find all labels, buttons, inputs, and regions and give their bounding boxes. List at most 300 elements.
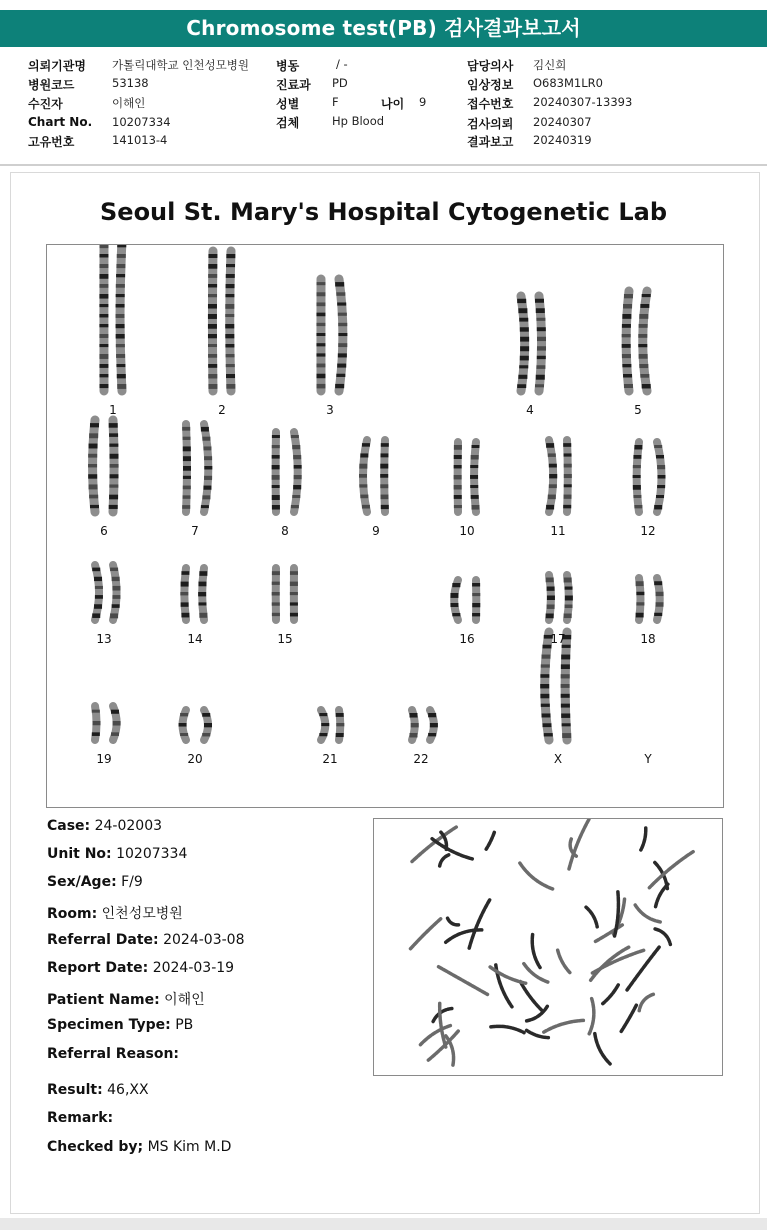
- chromosome-band: [319, 733, 327, 736]
- chromosome-pair-7: [182, 424, 212, 512]
- chromosome-band: [116, 294, 125, 297]
- chromosome-band: [99, 264, 108, 268]
- chromosome-band: [199, 571, 207, 576]
- chromosome-band: [99, 324, 108, 327]
- chromosome-band: [180, 713, 188, 716]
- chromosome-band: [112, 586, 120, 591]
- chromosome-band: [117, 245, 126, 247]
- chromosome-band: [272, 475, 280, 480]
- chromosome-band: [544, 733, 553, 736]
- chromosome-band: [633, 455, 641, 459]
- chromosome-label-10: 10: [459, 524, 475, 538]
- chromosome-band: [116, 334, 125, 339]
- chromosome-band: [111, 732, 119, 736]
- metaphase-chromosome: [586, 907, 597, 927]
- chromosome-band: [454, 485, 462, 489]
- metaphase-spread-image: [374, 819, 722, 1075]
- info-label: 나이: [381, 97, 405, 111]
- chromosome-band: [336, 713, 344, 717]
- chromosome-band: [316, 343, 325, 346]
- info-value: 10207334: [112, 115, 171, 129]
- chromosome-band: [546, 443, 554, 448]
- metaphase-chromosome: [520, 982, 542, 1011]
- chromosome-pair-21: [319, 710, 344, 740]
- chromosome-band: [640, 374, 649, 378]
- top-strip: [0, 0, 767, 8]
- chromosome-band: [639, 364, 648, 368]
- chromosome-band: [225, 304, 234, 309]
- chromosome-band: [94, 604, 102, 609]
- info-value: O683M1LR0: [533, 76, 603, 90]
- chromosome-band: [204, 466, 212, 469]
- chromosome-band: [634, 505, 642, 508]
- chromosome-band: [117, 384, 126, 389]
- chromosome-band: [549, 474, 557, 478]
- chromosome-band: [337, 302, 346, 305]
- chromosome-band: [226, 374, 235, 378]
- chromosome-pair-19: [92, 706, 121, 740]
- metaphase-chromosome: [410, 919, 441, 949]
- detail-result: Result: 46,XX: [47, 1082, 149, 1098]
- chromosome-band: [636, 613, 644, 618]
- chromosome-band: [316, 374, 325, 379]
- metaphase-chromosome: [432, 839, 472, 859]
- chromosome-pair-20: [179, 710, 212, 740]
- chromosome-band: [470, 475, 478, 479]
- detail-room: Room: 인천성모병원: [47, 906, 183, 922]
- chromosome-band: [360, 495, 368, 499]
- chromosome-band: [180, 733, 188, 736]
- chromosome-band: [181, 582, 189, 587]
- chromosome-band: [541, 704, 550, 707]
- chromosome-band: [92, 710, 100, 713]
- chromosome-band: [638, 334, 647, 338]
- chromosome-label-7: 7: [191, 524, 199, 538]
- chromosome-band: [182, 427, 190, 431]
- chromosome-band: [410, 713, 418, 718]
- chromosome-band: [110, 474, 119, 478]
- chromosome-band: [411, 723, 419, 727]
- metaphase-chromosome: [446, 930, 482, 942]
- chromosome-label-Y: Y: [644, 752, 652, 766]
- chromosome-band: [564, 614, 572, 619]
- chromosome-pair-17: [546, 575, 573, 620]
- metaphase-chromosome: [655, 929, 670, 945]
- info-value: 김신희: [533, 58, 567, 72]
- chromosome-band: [321, 723, 329, 726]
- chromosome-band: [520, 337, 529, 342]
- info-label: 검사의뢰: [467, 117, 514, 131]
- chromosome-band: [99, 294, 108, 299]
- chromosome-band: [561, 655, 570, 660]
- chromosome-band: [99, 245, 108, 248]
- chromosome-label-1: 1: [109, 403, 117, 417]
- lab-title: Seoul St. Mary's Hospital Cytogenetic Lab: [100, 198, 667, 226]
- chromosome-band: [561, 664, 570, 669]
- chromosome-band: [380, 484, 388, 488]
- chromosome-band: [362, 443, 370, 447]
- metaphase-chromosome: [532, 935, 540, 968]
- chromosome-band: [88, 454, 97, 458]
- info-label: 의뢰기관명: [28, 59, 86, 73]
- chromosome-band: [380, 495, 388, 500]
- chromosome-band: [272, 613, 280, 616]
- chromosome-band: [226, 384, 235, 389]
- info-value: 가톨릭대학교 인천성모병원: [112, 58, 249, 72]
- chromosome: [95, 565, 99, 620]
- chromosome-band: [548, 495, 556, 500]
- chromosome-band: [360, 453, 368, 457]
- karyogram-panel: [46, 244, 724, 808]
- chromosome-label-21: 21: [322, 752, 338, 766]
- chromosome-band: [290, 582, 298, 586]
- chromosome-band: [181, 571, 189, 575]
- metaphase-chromosome: [520, 863, 553, 889]
- chromosome-band: [112, 577, 120, 581]
- chromosome-band: [537, 327, 546, 331]
- chromosome-band: [428, 733, 436, 736]
- chromosome-band: [90, 505, 99, 508]
- chromosome-band: [183, 466, 191, 471]
- chromosome-band: [656, 592, 664, 596]
- chromosome-pair-12: [633, 442, 666, 512]
- chromosome-band: [381, 505, 389, 509]
- chromosome-label-22: 22: [413, 752, 429, 766]
- info-label: 담당의사: [467, 59, 514, 73]
- chromosome-band: [111, 710, 119, 714]
- chromosome-band: [99, 384, 108, 388]
- chromosome-band: [428, 713, 436, 717]
- chromosome-pair-8: [272, 432, 302, 512]
- chromosome-band: [202, 713, 210, 717]
- chromosome-band: [208, 314, 217, 319]
- chromosome-label-12: 12: [640, 524, 656, 538]
- chromosome-band: [622, 334, 631, 337]
- info-value: 9: [419, 95, 427, 109]
- detail-sex-age: Sex/Age: F/9: [47, 874, 143, 890]
- chromosome-band: [564, 578, 572, 583]
- chromosome-band: [454, 465, 462, 468]
- chromosome-band: [181, 602, 189, 606]
- chromosome-band: [633, 495, 641, 498]
- chromosome-band: [110, 454, 119, 459]
- chromosome-band: [208, 254, 217, 258]
- chromosome-pair-16: [450, 580, 480, 620]
- chromosome-band: [622, 344, 631, 348]
- chromosome-band: [204, 476, 212, 480]
- chromosome-band: [633, 465, 641, 468]
- chromosome-band: [547, 605, 555, 609]
- chromosome-band: [92, 568, 100, 572]
- info-label: 병원코드: [28, 78, 75, 92]
- chromosome-band: [336, 374, 345, 377]
- chromosome-band: [654, 445, 662, 448]
- chromosome-band: [116, 354, 125, 358]
- chromosome-band: [88, 464, 97, 467]
- chromosome-band: [99, 274, 108, 279]
- chromosome-band: [272, 505, 280, 510]
- chromosome-pair-13: [92, 565, 120, 620]
- chromosome-band: [208, 274, 217, 278]
- chromosome-band: [562, 723, 571, 726]
- info-value: 20240307-13393: [533, 95, 633, 109]
- chromosome-band: [564, 474, 572, 478]
- chromosome-band: [563, 443, 571, 447]
- chromosome-band: [293, 485, 301, 489]
- chromosome-band: [180, 592, 188, 595]
- info-label: 검체: [276, 116, 300, 130]
- patient-info-table: [0, 50, 767, 164]
- chromosome-band: [95, 586, 103, 589]
- chromosome-band: [203, 446, 211, 450]
- chromosome-band: [226, 264, 235, 267]
- chromosome-pair-5: [622, 291, 651, 391]
- chromosome-band: [226, 254, 235, 258]
- chromosome-band: [520, 346, 529, 351]
- metaphase-chromosome: [544, 1020, 584, 1032]
- metaphase-chromosome: [439, 967, 488, 995]
- chromosome-band: [116, 364, 125, 367]
- chromosome-label-2: 2: [218, 403, 226, 417]
- chromosome-band: [99, 254, 108, 257]
- chromosome-band: [99, 314, 108, 317]
- detail-patient-name: Patient Name: 이해인: [47, 992, 205, 1008]
- metaphase-image-panel: [373, 818, 723, 1076]
- chromosome-label-11: 11: [550, 524, 566, 538]
- metaphase-chromosome: [595, 1034, 610, 1064]
- chromosome-band: [319, 713, 327, 716]
- metaphase-chromosome: [490, 967, 526, 983]
- chromosome-band: [623, 374, 632, 378]
- chromosome-band: [654, 613, 662, 616]
- chromosome-band: [359, 474, 367, 478]
- chromosome-band: [99, 334, 108, 338]
- chromosome-band: [316, 292, 325, 296]
- chromosome-label-3: 3: [326, 403, 334, 417]
- chromosome-band: [335, 282, 344, 286]
- chromosome-band: [316, 364, 325, 368]
- chromosome-label-17: 17: [550, 632, 566, 646]
- chromosome-band: [202, 437, 210, 441]
- chromosome-band: [564, 484, 572, 487]
- chromosome-band: [540, 674, 549, 678]
- chromosome-band: [99, 284, 108, 288]
- chromosome-band: [536, 318, 545, 321]
- chromosome-band: [471, 505, 479, 510]
- chromosome-pair-10: [454, 442, 480, 512]
- chromosome-band: [338, 323, 347, 326]
- chromosome-band: [471, 495, 479, 499]
- info-label: 진료과: [276, 78, 311, 92]
- chromosome-band: [92, 732, 100, 736]
- detail-referral-reason: Referral Reason:: [47, 1046, 180, 1062]
- chromosome-band: [548, 453, 556, 456]
- chromosome-band: [272, 445, 280, 448]
- chromosome-band: [95, 595, 103, 599]
- chromosome-band: [654, 505, 662, 509]
- chromosome-label-20: 20: [187, 752, 203, 766]
- chromosome-band: [293, 455, 301, 459]
- chromosome-band: [537, 356, 546, 359]
- chromosome-band: [208, 384, 217, 389]
- chromosome-band: [116, 274, 125, 277]
- chromosome-pair-11: [546, 440, 572, 512]
- chromosome-pair-9: [359, 440, 389, 512]
- chromosome-band: [470, 465, 478, 468]
- chromosome-band: [226, 364, 235, 367]
- chromosome-label-13: 13: [96, 632, 112, 646]
- chromosome-band: [116, 304, 125, 307]
- chromosome-band: [272, 582, 280, 585]
- chromosome-band: [272, 465, 280, 469]
- chromosome-band: [546, 614, 554, 619]
- chromosome-label-19: 19: [96, 752, 112, 766]
- chromosome-band: [291, 505, 299, 508]
- chromosome-band: [518, 375, 527, 379]
- chromosome-band: [110, 613, 118, 618]
- chromosome-band: [336, 733, 344, 737]
- chromosome-band: [183, 446, 191, 451]
- chromosome-band: [109, 495, 118, 500]
- chromosome-band: [338, 313, 347, 316]
- chromosome-band: [654, 581, 662, 585]
- chromosome-band: [633, 485, 641, 490]
- chromosome-pair-6: [88, 420, 119, 512]
- chromosome-band: [536, 308, 545, 313]
- chromosome-band: [208, 324, 217, 329]
- chromosome-band: [272, 571, 280, 575]
- chromosome-band: [622, 364, 631, 367]
- chromosome-band: [541, 713, 550, 717]
- chromosome-band: [562, 733, 571, 738]
- chromosome-band: [636, 602, 644, 605]
- chromosome-band: [338, 353, 347, 357]
- chromosome: [294, 432, 298, 512]
- bottom-strip: [0, 1218, 767, 1230]
- metaphase-chromosome: [491, 1026, 524, 1032]
- chromosome-band: [561, 684, 570, 688]
- chromosome-band: [226, 354, 235, 357]
- chromosome-band: [201, 427, 209, 432]
- chromosome-pair-15: [272, 568, 298, 620]
- info-label: 수진자: [28, 97, 63, 111]
- chromosome-band: [540, 694, 549, 698]
- chromosome-band: [183, 437, 191, 440]
- chromosome-band: [537, 337, 546, 341]
- chromosome-band: [183, 486, 191, 490]
- chromosome-band: [316, 353, 325, 356]
- chromosome-band: [454, 445, 462, 450]
- chromosome-band: [639, 354, 648, 359]
- chromosome-band: [117, 254, 126, 258]
- chromosome-band: [109, 444, 118, 447]
- chromosome-band: [622, 354, 631, 358]
- chromosome-band: [208, 344, 217, 347]
- chromosome-band: [452, 583, 460, 587]
- chromosome-band: [561, 704, 570, 708]
- detail-remark: Remark:: [47, 1110, 114, 1126]
- chromosome-band: [471, 445, 479, 448]
- chromosome-band: [291, 435, 299, 438]
- metaphase-chromosome: [469, 900, 489, 948]
- metaphase-chromosome: [589, 999, 594, 1034]
- chromosome-band: [198, 602, 206, 605]
- chromosome-band: [380, 464, 388, 469]
- chromosome-band: [290, 592, 298, 595]
- chromosome-band: [110, 568, 118, 571]
- chromosome-band: [202, 733, 210, 736]
- info-value: 20240319: [533, 133, 592, 147]
- chromosome-pair-22: [410, 710, 438, 740]
- chromosome-band: [94, 577, 102, 581]
- chromosome-band: [520, 356, 529, 361]
- chromosome-band: [472, 593, 480, 596]
- chromosome-band: [380, 474, 388, 478]
- chromosome-band: [541, 655, 550, 659]
- detail-referral-date: Referral Date: 2024-03-08: [47, 932, 245, 948]
- chromosome-band: [520, 327, 529, 331]
- chromosome-pair-1: [99, 245, 126, 391]
- chromosome-pair-18: [636, 578, 664, 620]
- chromosome-band: [225, 324, 234, 328]
- chromosome-band: [316, 333, 325, 336]
- chromosome-band: [272, 485, 280, 488]
- info-value: PD: [332, 76, 348, 90]
- chromosome-band: [202, 495, 210, 499]
- report-title-banner: Chromosome test(PB) 검사결과보고서: [0, 10, 767, 47]
- chromosome-band: [198, 592, 206, 596]
- chromosome-band: [624, 294, 633, 298]
- metaphase-chromosome: [433, 1009, 452, 1022]
- metaphase-chromosome: [558, 950, 570, 972]
- chromosome-band: [208, 264, 217, 269]
- chromosome-band: [116, 324, 125, 328]
- chromosome-band: [204, 456, 212, 460]
- chromosome-pair-3: [316, 279, 347, 391]
- chromosome-band: [657, 465, 665, 469]
- chromosome-band: [472, 613, 480, 616]
- chromosome-band: [110, 464, 119, 468]
- chromosome-band: [336, 292, 345, 296]
- chromosome-band: [450, 593, 458, 598]
- chromosome-band: [535, 299, 544, 303]
- chromosome-band: [639, 314, 648, 319]
- chromosome-band: [657, 485, 665, 488]
- chromosome-band: [561, 674, 570, 678]
- chromosome-band: [208, 294, 217, 297]
- chromosome-band: [113, 721, 121, 726]
- chromosome-band: [99, 374, 108, 377]
- chromosome-band: [290, 571, 298, 575]
- chromosome-band: [225, 344, 234, 347]
- metaphase-chromosome: [655, 884, 668, 907]
- chromosome-pair-4: [517, 296, 546, 391]
- chromosome-band: [290, 613, 298, 617]
- chromosome-band: [116, 284, 125, 288]
- chromosome: [230, 251, 231, 391]
- chromosome-band: [634, 445, 642, 449]
- info-label: 임상정보: [467, 78, 514, 92]
- chromosome-band: [179, 723, 187, 727]
- chromosome-band: [183, 456, 191, 461]
- chromosome-band: [338, 333, 347, 336]
- metaphase-chromosome: [524, 964, 548, 982]
- chromosome-band: [183, 495, 191, 498]
- metaphase-chromosome: [446, 1036, 454, 1065]
- chromosome-band: [116, 264, 125, 268]
- chromosome-band: [272, 602, 280, 605]
- chromosome-band: [410, 733, 418, 737]
